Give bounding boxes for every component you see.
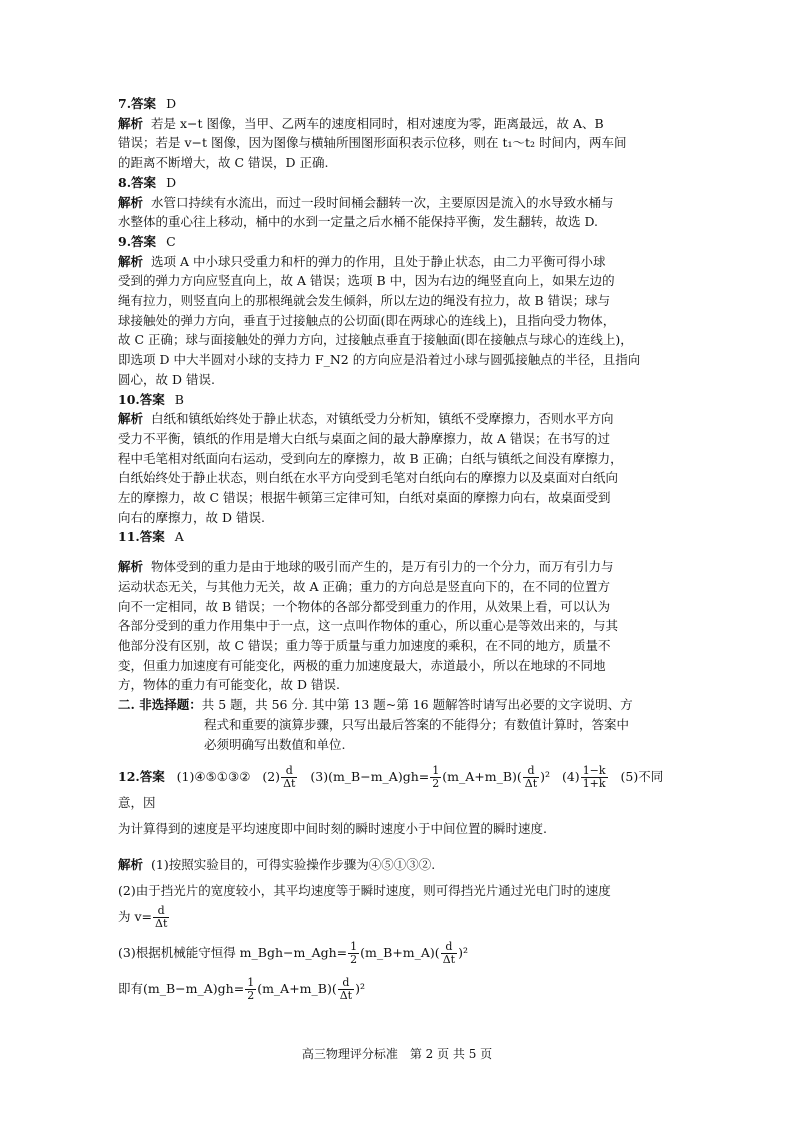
document-body bbox=[118, 94, 680, 1002]
q7-analysis bbox=[118, 114, 680, 134]
q9-line-4: 球接触处的弹力方向，垂直于过接触点的公切面(即在两球心的连线上)，且指向受力物体， bbox=[118, 312, 616, 328]
q12-a3-ddt: $\frac{d}{\Delta t}$ bbox=[442, 940, 456, 967]
q9-answer-label: 9.答案 bbox=[118, 233, 157, 249]
q12-a1: (1)按照实验目的，可得实验操作步骤为④⑤①③②. bbox=[151, 857, 436, 873]
q9-answer-value: C bbox=[166, 233, 176, 249]
q7-line-2: 错误；若是 v−t 图像，因为图像与横轴所围图形面积表示位移，则在 t₁～t₂ 时间内，两车间 bbox=[118, 135, 627, 151]
q10-answer-line bbox=[118, 390, 680, 410]
q9-analysis bbox=[118, 252, 680, 272]
q12-part3-prefix: (3)(m_B−m_A)gh= bbox=[310, 769, 430, 785]
q11-line-3: 向不一定相同，故 B 错误；一个物体的各部分都受到重力的作用，从效果上看，可以认为 bbox=[118, 598, 611, 614]
q7-analysis-label: 解析 bbox=[118, 115, 144, 131]
q10-analysis bbox=[118, 409, 680, 429]
q12-part1: (1)④⑤①③② bbox=[176, 769, 251, 785]
q12-a3-half: $\frac{1}{2}$ bbox=[350, 940, 358, 967]
q10-line-1: 白纸和镇纸始终处于静止状态，对镇纸受力分析知，镇纸不受摩擦力，否则水平方向 bbox=[151, 411, 614, 427]
section2-line-3: 必须明确写出数值和单位. bbox=[204, 736, 346, 752]
q7-line-1: 若是 x−t 图像，当甲、乙两车的速度相同时，相对速度为零，距离最远，故 A、B bbox=[151, 115, 604, 131]
q8-line-2: 水整体的重心往上移动，桶中的水到一定量之后水桶不能保持平衡，发生翻转，故选 D. bbox=[118, 214, 599, 230]
q10-line-3: 程中毛笔相对纸面向右运动，受到向左的摩擦力，故 B 正确；白纸与镇纸之间没有摩擦力， bbox=[118, 450, 623, 466]
q12-part2-prefix: (2) bbox=[262, 769, 281, 785]
q11-line-2: 运动状态无关，与其他力无关，故 A 正确；重力的方向总是竖直向下的，在不同的位置方 bbox=[118, 578, 610, 594]
q12-part2-fraction: $\frac{d}{\Delta t}$ bbox=[283, 764, 296, 791]
q12-a4-prefix: 即有(m_B−m_A)gh= bbox=[118, 981, 245, 997]
q11-analysis-label: 解析 bbox=[118, 559, 144, 575]
q11-answer-value: A bbox=[174, 529, 184, 545]
q12-a4-ddt: $\frac{d}{\Delta t}$ bbox=[339, 976, 353, 1003]
q11-line-6: 变，但重力加速度有可能变化，两极的重力加速度最大，赤道最小，所以在地球的不同地 bbox=[118, 657, 606, 673]
page-footer: 高三物理评分标准 第 2 页 共 5 页 bbox=[301, 1047, 493, 1061]
section2-line-2: 程式和重要的演算步骤，只写出最后答案的不能得分；有数值计算时，答案中 bbox=[204, 716, 630, 732]
q12-a4-half: $\frac{1}{2}$ bbox=[247, 976, 255, 1003]
q12-a2-prefix: 为 v= bbox=[118, 909, 153, 925]
q11-line-7: 方，物体的重力有可能变化，故 D 错误. bbox=[118, 677, 340, 693]
q12-part3-ddt: $\frac{d}{\Delta t}$ bbox=[524, 764, 538, 791]
q7-answer-label: 7.答案 bbox=[118, 96, 157, 111]
q11-analysis bbox=[118, 557, 680, 577]
q12-analysis-1 bbox=[118, 852, 680, 878]
q9-line-2: 受到的弹力方向应竖直向上，故 A 错误；选项 B 中，因为右边的绳竖直向上，如果左边的 bbox=[118, 273, 615, 289]
q12-part4-fraction: $\frac{1-k}{1+k}$ bbox=[582, 764, 606, 791]
q9-analysis-label: 解析 bbox=[118, 253, 144, 269]
q12-answer-label: 12.答案 bbox=[118, 769, 165, 785]
q12-part5: (5)不同意，因 bbox=[118, 769, 664, 811]
q12-a3-end: )² bbox=[458, 945, 468, 961]
q10-answer-label: 10.答案 bbox=[118, 391, 165, 407]
q7-answer-line bbox=[118, 94, 680, 114]
section2-heading-line bbox=[118, 695, 680, 715]
q12-a2-line2 bbox=[118, 904, 680, 930]
q9-line-3: 绳有拉力，则竖直向上的那根绳就会发生倾斜，所以左边的绳没有拉力，故 B 错误；球与 bbox=[118, 293, 611, 309]
q8-analysis-label: 解析 bbox=[118, 194, 144, 210]
q12-part3-half: $\frac{1}{2}$ bbox=[432, 764, 440, 791]
q11-answer-label: 11.答案 bbox=[118, 529, 165, 545]
q10-line-4: 白纸始终处于静止状态，则白纸在水平方向受到毛笔对白纸向右的摩擦力以及桌面对白纸向 bbox=[118, 470, 619, 486]
q10-answer-value: B bbox=[174, 391, 184, 407]
q10-analysis-label: 解析 bbox=[118, 411, 144, 427]
q12-part3-suffix: (m_A+m_B)( bbox=[442, 769, 522, 785]
q12-answer-line bbox=[118, 764, 680, 816]
q10-line-6: 向右的摩擦力，故 D 错误. bbox=[118, 509, 265, 525]
q8-answer-label: 8.答案 bbox=[118, 174, 157, 190]
q12-reason: 为计算得到的速度是平均速度即中间时刻的瞬时速度小于中间位置的瞬时速度. bbox=[118, 821, 547, 837]
q12-a2-line1: (2)由于挡光片的宽度较小，其平均速度等于瞬时速度，则可得挡光片通过光电门时的速度 bbox=[118, 883, 611, 899]
q8-answer-value: D bbox=[166, 174, 177, 190]
q12-a3-mid: (m_B+m_A)( bbox=[360, 945, 440, 961]
q12-part4-prefix: (4) bbox=[561, 769, 580, 785]
q8-line-1: 水管口持续有水流出，而过一段时间桶会翻转一次，主要原因是流入的水导致水桶与 bbox=[151, 194, 614, 210]
q12-a4-end: )² bbox=[355, 981, 365, 997]
q7-answer-value: D bbox=[166, 96, 177, 111]
q12-a3-prefix: (3)根据机械能守恒得 m_Bgh−m_Agh= bbox=[118, 945, 348, 961]
q9-line-6: 即选项 D 中大半圆对小球的支持力 F_N2 的方向应是沿着过小球与圆弧接触点的半径，且指向 bbox=[118, 352, 641, 368]
section2-heading: 二. 非选择题： bbox=[118, 697, 202, 713]
q12-a4 bbox=[118, 976, 680, 1002]
q8-analysis bbox=[118, 193, 680, 213]
q11-line-5: 他部分没有区别，故 C 错误；重力等于质量与重力加速度的乘积，在不同的地方，质量不 bbox=[118, 637, 611, 653]
q12-analysis-label: 解析 bbox=[118, 857, 144, 873]
q11-answer-line bbox=[118, 527, 680, 547]
q11-line-4: 各部分受到的重力作用集中于一点，这一点叫作物体的重心，所以重心是等效出来的，与其 bbox=[118, 618, 619, 634]
q10-line-2: 受力不平衡，镇纸的作用是增大白纸与桌面之间的最大静摩擦力，故 A 错误；在书写的过 bbox=[118, 430, 610, 446]
q7-line-3: 的距离不断增大，故 C 错误，D 正确. bbox=[118, 155, 329, 171]
q9-answer-line bbox=[118, 232, 680, 252]
q8-answer-line bbox=[118, 173, 680, 193]
q11-line-1: 物体受到的重力是由于地球的吸引而产生的，是万有引力的一个分力，而万有引力与 bbox=[151, 559, 614, 575]
q9-line-7: 圆心，故 D 错误. bbox=[118, 371, 215, 387]
q12-a2-fraction: $\frac{d}{\Delta t}$ bbox=[155, 904, 168, 931]
q9-line-5: 故 C 正确；球与面接触处的弹力方向，过接触点垂直于接触面(即在接触点与球心的连线上)， bbox=[118, 332, 633, 348]
q10-line-5: 左的摩擦力，故 C 错误；根据牛顿第三定律可知，白纸对桌面的摩擦力向右，故桌面受到 bbox=[118, 490, 611, 506]
q12-a3 bbox=[118, 940, 680, 966]
q12-a4-mid: (m_A+m_B)( bbox=[257, 981, 337, 997]
section2-line-1: 共 5 题，共 56 分. 其中第 13 题~第 16 题解答时请写出必要的文字说明、方 bbox=[201, 697, 633, 713]
q12-part3-end: )² bbox=[540, 769, 551, 785]
q9-line-1: 选项 A 中小球只受重力和杆的弹力的作用，且处于静止状态，由二力平衡可得小球 bbox=[151, 253, 606, 269]
